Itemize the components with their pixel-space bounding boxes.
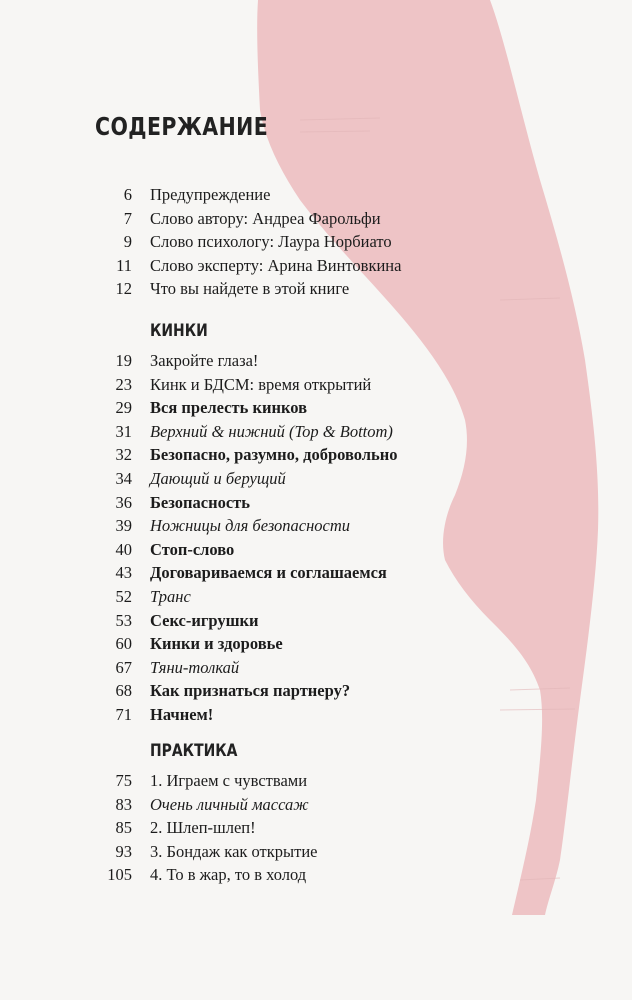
- page-number: 52: [115, 586, 132, 606]
- entry-title: 3. Бондаж как открытие: [150, 841, 318, 861]
- page-number: 12: [115, 279, 132, 299]
- page-number: 53: [115, 610, 132, 630]
- page-number: 9: [123, 232, 132, 252]
- entry-title: Секс-игрушки: [150, 610, 259, 630]
- entry-title: Слово автору: Андреа Фарольфи: [150, 208, 381, 228]
- entry-title: Стоп-слово: [150, 539, 235, 559]
- toc-entry[interactable]: [0, 254, 632, 278]
- toc-entry[interactable]: [0, 183, 632, 207]
- page-number: 93: [115, 841, 132, 861]
- page-number: 40: [115, 539, 132, 559]
- toc-entry[interactable]: [0, 396, 632, 420]
- entry-title: Очень личный массаж: [150, 794, 309, 814]
- page-number: 6: [123, 185, 132, 204]
- toc-entry[interactable]: [0, 514, 632, 538]
- page-number: 83: [115, 794, 132, 814]
- entry-title: Кинк и БДСМ: время открытий: [150, 374, 372, 394]
- toc-entry[interactable]: [0, 373, 632, 397]
- toc-entry[interactable]: [0, 840, 632, 864]
- front-matter-list: [0, 183, 632, 301]
- toc-entry[interactable]: [0, 769, 632, 793]
- entry-title: Слово психологу: Лаура Норбиато: [150, 232, 392, 252]
- page-number: 7: [123, 208, 132, 228]
- entry-title: Кинки и здоровье: [150, 634, 283, 654]
- page-number: 34: [115, 468, 132, 488]
- page-number: 31: [115, 421, 132, 441]
- toc-entry[interactable]: [0, 349, 632, 373]
- toc-entry[interactable]: [0, 420, 632, 444]
- page-number: 39: [115, 516, 132, 536]
- kinks-entries-list: [0, 349, 632, 727]
- toc-entry[interactable]: [0, 561, 632, 585]
- page-number: 19: [115, 351, 132, 370]
- toc-entry[interactable]: [0, 467, 632, 491]
- toc-entry[interactable]: [0, 538, 632, 562]
- toc-entry[interactable]: [0, 230, 632, 254]
- toc-entry[interactable]: [0, 609, 632, 633]
- toc-entry[interactable]: [0, 632, 632, 656]
- toc-entry[interactable]: [0, 793, 632, 817]
- page-number: 105: [107, 865, 132, 885]
- page-number: 43: [115, 563, 132, 583]
- entry-title: Договариваемся и соглашаемся: [150, 563, 387, 583]
- page-number: 68: [115, 681, 132, 701]
- toc-entry[interactable]: [0, 585, 632, 609]
- toc-entry[interactable]: [0, 863, 632, 887]
- entry-title: Закройте глаза!: [150, 351, 259, 370]
- toc-entry[interactable]: [0, 656, 632, 680]
- entry-title: Как признаться партнеру?: [150, 681, 351, 701]
- page-number: 32: [115, 445, 132, 465]
- entry-title: 1. Играем с чувствами: [150, 771, 308, 790]
- entry-title: 2. Шлеп-шлеп!: [150, 818, 256, 838]
- page-number: 85: [115, 818, 132, 838]
- toc-entry[interactable]: [0, 277, 632, 301]
- toc-entry[interactable]: [0, 816, 632, 840]
- page-number: 67: [115, 657, 132, 677]
- toc-entry[interactable]: [0, 679, 632, 703]
- entry-title: 4. То в жар, то в холод: [150, 865, 307, 885]
- entry-title: Начнем!: [150, 704, 214, 724]
- page-number: 11: [116, 255, 132, 275]
- page-number: 23: [115, 374, 132, 394]
- toc-heading: СОДЕРЖАНИЕ: [95, 112, 269, 141]
- entry-title: Что вы найдете в этой книге: [150, 279, 350, 299]
- entry-title: Верхний & нижний (Top & Bottom): [150, 421, 393, 441]
- toc-entry[interactable]: [0, 207, 632, 231]
- entry-title: Безопасно, разумно, добровольно: [150, 445, 398, 465]
- entry-title: Безопасность: [150, 492, 251, 512]
- page-number: 75: [115, 771, 132, 790]
- toc-entry[interactable]: [0, 703, 632, 727]
- section-title-practice: ПРАКТИКА: [150, 741, 238, 761]
- practice-entries-list: [0, 769, 632, 887]
- entry-title: Дающий и берущий: [150, 468, 286, 488]
- page-number: 29: [115, 398, 132, 418]
- entry-title: Слово эксперту: Арина Винтовкина: [150, 255, 402, 275]
- page-number: 36: [115, 492, 132, 512]
- toc-entry[interactable]: [0, 491, 632, 515]
- entry-title: Ножницы для безопасности: [150, 516, 351, 536]
- entry-title: Транс: [150, 586, 191, 606]
- section-title-kinks: КИНКИ: [150, 321, 208, 341]
- page-number: 60: [115, 634, 132, 654]
- entry-title: Предупреждение: [150, 185, 271, 204]
- page-number: 71: [115, 704, 132, 724]
- entry-title: Тяни-толкай: [150, 657, 240, 677]
- entry-title: Вся прелесть кинков: [150, 398, 308, 418]
- toc-entry[interactable]: [0, 443, 632, 467]
